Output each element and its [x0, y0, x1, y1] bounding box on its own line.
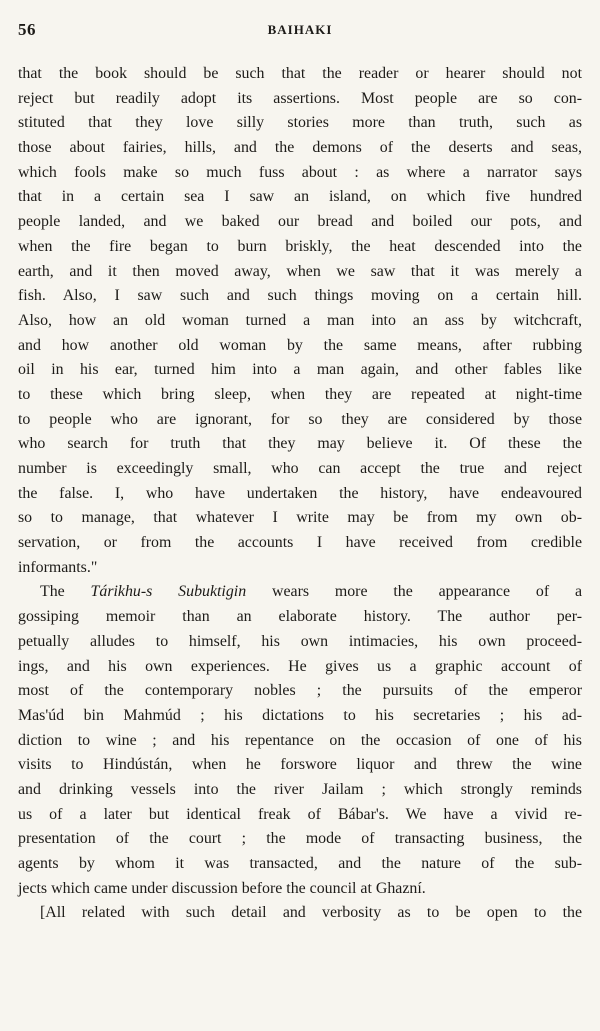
text-line: the false. I, who have undertaken the history, have endeavoured — [18, 484, 582, 502]
running-title: BAIHAKI — [267, 22, 333, 37]
text-line: jects which came under discussion before the council at Ghazní. — [18, 879, 426, 897]
text-line: those about fairies, hills, and the demons of the deserts and seas, — [18, 139, 582, 157]
text-line: us of a later but identical freak of Bábar's. We have a vivid re- — [18, 805, 582, 823]
text-line: ings, and his own experiences. He gives us a graphic account of — [18, 657, 582, 675]
text-line: earth, and it then moved away, when we saw that it was merely a — [18, 262, 582, 280]
page-number: 56 — [18, 20, 36, 39]
text-line: Also, how an old woman turned a man into an ass by witchcraft, — [18, 311, 582, 329]
text-line: that in a certain sea I saw an island, on which five hundred — [18, 188, 582, 206]
text-line: when the fire began to burn briskly, the heat descended into the — [18, 237, 582, 255]
text-line: which fools make so much fuss about : as where a narrator says — [18, 163, 582, 181]
text-run: The — [40, 583, 91, 601]
text-line: visits to Hindústán, when he forswore liquor and threw the wine — [18, 756, 582, 774]
text-line: oil in his ear, turned him into a man again, and other fables like — [18, 361, 582, 379]
text-line: diction to wine ; and his repentance on the occasion of one of his — [18, 731, 582, 749]
text-line: fish. Also, I saw such and such things moving on a certain hill. — [18, 287, 582, 305]
text-line: and how another old woman by the same means, after rubbing — [18, 336, 582, 354]
text-line: presentation of the court ; the mode of transacting business, the — [18, 830, 582, 848]
text-line: Mas'úd bin Mahmúd ; his dictations to his secretaries ; his ad- — [18, 706, 582, 724]
text-line: petually alludes to himself, his own intimacies, his own proceed- — [18, 632, 582, 650]
text-line: and drinking vessels into the river Jailam ; which strongly reminds — [18, 780, 582, 798]
text-line: [All related with such detail and verbosity as to be open to the — [40, 904, 582, 922]
text-line: that the book should be such that the reader or hearer should not — [18, 65, 582, 82]
text-line: people landed, and we baked our bread and boiled our pots, and — [18, 213, 582, 231]
text-line: agents by whom it was transacted, and the nature of the sub- — [18, 855, 582, 872]
text-line: most of the contemporary nobles ; the pursuits of the emperor — [18, 682, 582, 700]
text-line — [18, 580, 582, 605]
text-line: servation, or from the accounts I have received from credible — [18, 534, 582, 552]
text-line: number is exceedingly small, who can accept the true and reject — [18, 460, 582, 477]
text-run: wears more the appearance of a — [246, 583, 582, 601]
text-line: who search for truth that they may believe it. Of these the — [18, 435, 582, 453]
page-header — [18, 20, 582, 42]
text-line: so to manage, that whatever I write may be from my own ob- — [18, 509, 582, 527]
book-title: Tárikhu-s Subuktigin — [90, 583, 247, 601]
text-line: informants." — [18, 558, 98, 576]
text-line: reject but readily adopt its assertions. Most people are so con- — [18, 89, 582, 107]
text-line: to people who are ignorant, for so they are considered by those — [18, 410, 582, 428]
text-line: to these which bring sleep, when they are repeated at night-time — [18, 385, 582, 403]
text-line: stituted that they love silly stories more than truth, such as — [18, 114, 582, 132]
text-line: gossiping memoir than an elaborate history. The author per- — [18, 608, 582, 626]
body-text — [18, 62, 582, 926]
